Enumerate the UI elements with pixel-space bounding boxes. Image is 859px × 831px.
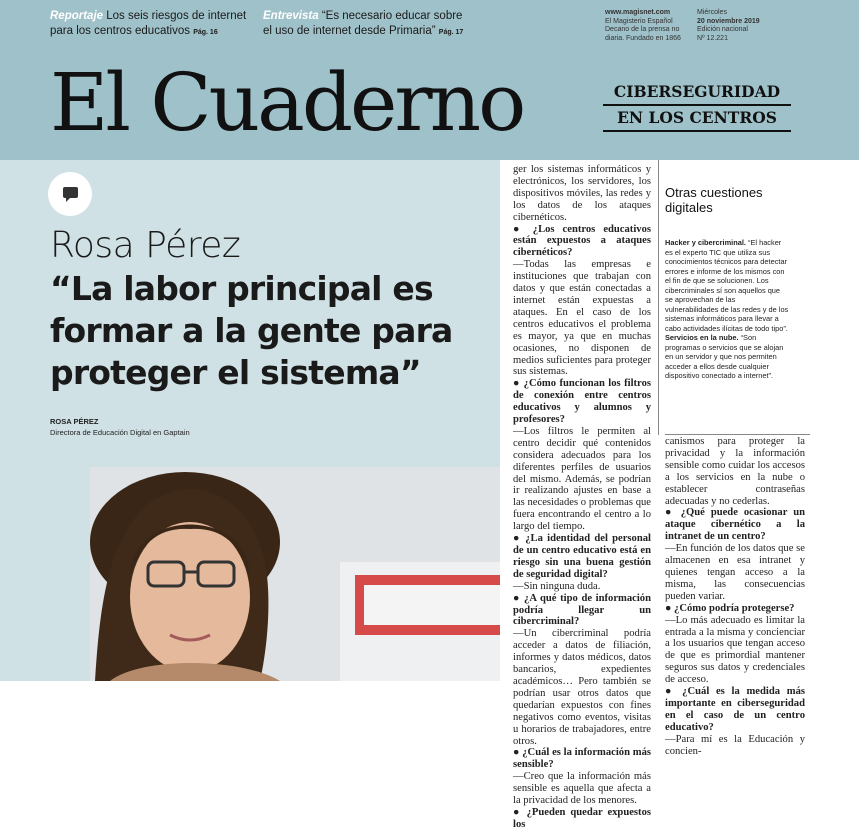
- sidebar-bottom-rule: [665, 434, 810, 435]
- byline-role: Directora de Educación Digital en Gaptain: [50, 428, 190, 437]
- teaser-line: el uso de internet desde Primaria”: [263, 25, 436, 37]
- teaser-line: para los centros educativos: [50, 25, 190, 37]
- teaser-line: Los seis riesgos de internet: [106, 10, 247, 22]
- teaser-line: “Es necesario educar sobre: [321, 10, 463, 22]
- portrait-illustration: [90, 467, 500, 681]
- sidebar-box: [665, 185, 789, 381]
- speech-bubble-icon: [63, 187, 78, 198]
- interview-badge: [48, 172, 92, 216]
- publication-info: www.magisnet.com El Magisterio Español Decano de la prensa no diaria. Fundado en 1866: [605, 9, 693, 43]
- teaser-page: Pág. 16: [193, 29, 218, 36]
- portrait-photo: [90, 467, 500, 681]
- headline-quote: “La labor principal es formar a la gente para proteger el sistema”: [50, 269, 453, 392]
- sidebar-title: Otras cuestiones digitales: [665, 185, 763, 215]
- byline-name: ROSA PÉREZ: [50, 417, 99, 426]
- teaser-reportaje[interactable]: Reportaje Los seis riesgos de internet para los centros educativos Pág. 16: [50, 10, 247, 37]
- interviewee-name: Rosa Pérez: [50, 225, 241, 266]
- issue-info: Miércoles 20 noviembre 2019 Edición nacional Nº 12.221: [697, 9, 787, 43]
- column-divider: [658, 160, 659, 435]
- sidebar-body: Hacker y cibercriminal. “El hacker es el experto TIC que utiliza sus conocimientos técnicos para detectar errores e informe de los mismos con el fin de que se solucionen. Los cibercriminales sí son aquellos que se aprovechan de las vulnerabilidades de las redes y de los sistemas informáticos para llevar a cabo actividades ilícitas de todo tipo”. Servicios en la nube. “Son programas o servicios que se alojan en un servidor y que nos permiten acceder a ellos desde cualquier dispositivo conectado a internet”.: [665, 238, 789, 380]
- issue-number: Nº 12.221: [697, 34, 728, 42]
- site-link[interactable]: www.magisnet.com: [605, 9, 671, 16]
- article-column-1: ger los sistemas informáticos y electrónicos, los servidores, los dispositivos móviles, las redes y los datos de los ataques cibernéticos. ● ¿Los centros educativos están expuestos a ataques cibernéticos? —Todas las empresas e instituciones que trabajan con datos y que están conectadas a internet están expuestas a ataques. En el caso de los centros educativos el problema es mayor, ya que en muchas ocasiones, no disponen de medios suficientes para proteger sus sistemas. ● ¿Cómo funcionan los filtros de conexión entre centros educativos y alumnos y profesores? —Los filtros le permiten al centro decidir qué contenidos considera adecuados para los diferentes perfiles de usuarios del mismo. Además, se podrían ir realizando ajustes en base a las necesidades o problemas que fuera encontrando el centro a lo largo del tiempo. ● ¿La identidad del personal de un centro educativo está en riesgo sin una buena gestión de seguridad digital? —Sin ninguna duda. ● ¿A qué tipo de información podría llegar un cibercriminal? —Un cibercriminal podría acceder a datos de filiación, informes y datos médicos, datos bancarios, expedientes académicos… Pero también se podrían usar otros datos que quedarían expuestos con fines negativos como eventos, visitas u horarios de trabajadores, entre otros. ● ¿Cuál es la información más sensible? —Creo que la información más sensible es aquella que afecta a la privacidad de los menores. ● ¿Pueden quedar expuestos los: [513, 164, 651, 830]
- section-label: CIBERSEGURIDAD EN LOS CENTROS: [603, 80, 791, 136]
- teaser-page: Pág. 17: [438, 29, 464, 36]
- article-column-2: canismos para proteger la privacidad y la información sensible como cuidar los accesos a los servicios en la nube o establecer contraseñas adecuadas y no cederlas. ● ¿Qué puede ocasionar un ataque cibernético a la intranet de un centro? —En función de los datos que se almacenen en esa intranet y quienes tengan acceso a la misma, las consecuencias pueden variar. ● ¿Cómo podría protegerse? —Lo más adecuado es limitar la entrada a la misma y concienciar a los usuarios que tengan acceso de que es primordial mantener seguros sus datos y credenciales de acceso. ● ¿Cuál es la medida más importante en ciberseguridad en el caso de un centro educativo? —Para mí es la Educación y concien-: [665, 436, 805, 757]
- teaser-entrevista[interactable]: Entrevista “Es necesario educar sobre el uso de internet desde Primaria” Pág. 17: [263, 10, 464, 37]
- masthead-title: El Cuaderno: [50, 56, 524, 149]
- issue-date: 20 noviembre 2019: [697, 17, 760, 25]
